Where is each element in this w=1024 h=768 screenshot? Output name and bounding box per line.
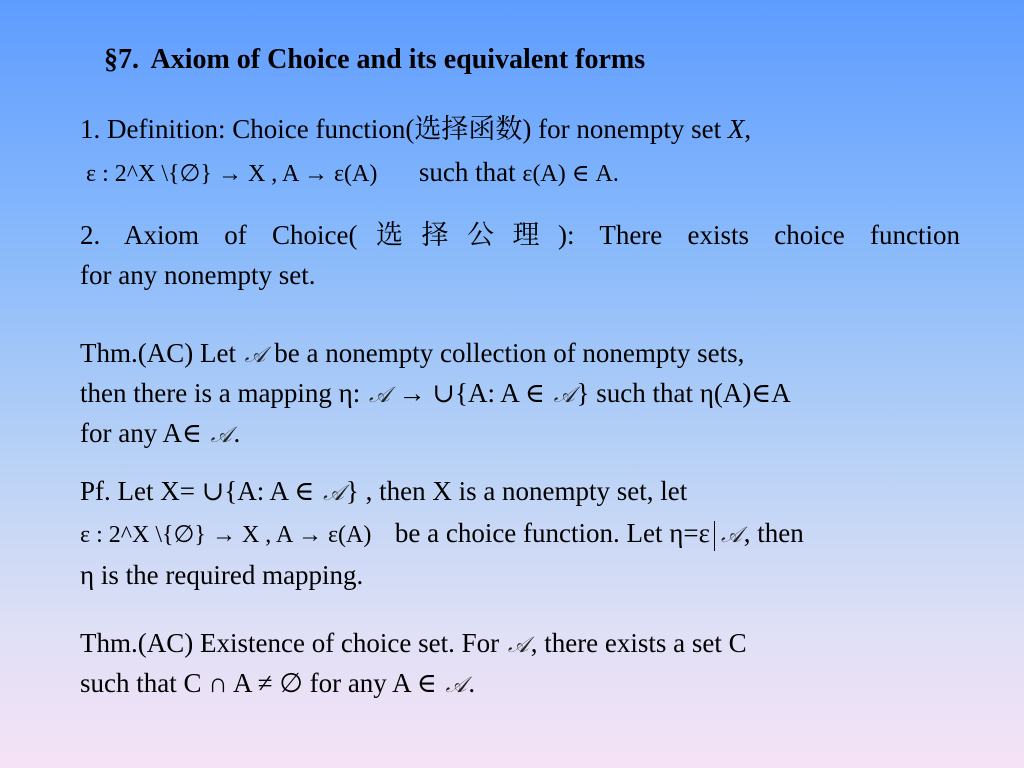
axiom-line-1: 2. Axiom of Choice(选择公理): There exists choice function	[80, 220, 960, 250]
theorem1-text-a: Thm.(AC) Let	[80, 338, 243, 368]
theorem1-line-3	[80, 416, 960, 453]
theorem1-text-e: } such that η(A)∈A	[576, 378, 791, 408]
slide-title	[104, 44, 645, 76]
theorem2-line-2	[80, 666, 960, 703]
script-a-symbol: 𝒜	[244, 343, 266, 368]
proof-choice-formula: ε : 2^X \{∅} → X , A → ε(A)	[80, 522, 372, 548]
script-a-symbol: 𝒜	[720, 523, 742, 548]
script-a-symbol: 𝒜	[323, 481, 344, 506]
proof-text-a: Pf. Let X= ∪{A: A ∈	[80, 476, 322, 506]
definition-end: ,	[744, 114, 752, 144]
choice-result-formula: ε(A) ∈ A.	[522, 161, 619, 187]
script-a-symbol: 𝒜	[553, 383, 575, 408]
definition-line-1	[80, 112, 960, 146]
definition-text: 1. Definition: Choice function(选择函数) for nonempty set	[80, 114, 728, 144]
script-a-symbol: 𝒜	[507, 633, 529, 658]
theorem2-text-c: such that C ∩ A ≠ ∅ for any A ∈	[80, 668, 444, 698]
definition-line-2	[86, 155, 966, 191]
choice-function-formula: ε : 2^X \{∅} → X , A → ε(A)	[86, 161, 378, 187]
script-a-symbol: 𝒜	[369, 383, 390, 408]
script-a-symbol: 𝒜	[445, 673, 467, 698]
proof-text-b: } , then X is a nonempty set, let	[345, 476, 688, 506]
proof-text-c: be a choice function. Let η=ε	[394, 518, 710, 548]
proof-line-2	[80, 516, 960, 553]
such-that-text: such that	[418, 157, 516, 187]
proof-text-d: , then	[743, 518, 804, 548]
title-text: Axiom of Choice and its equivalent forms	[150, 44, 646, 75]
theorem2-text-b: , there exists a set C	[530, 628, 747, 658]
script-a-symbol: 𝒜	[210, 423, 232, 448]
theorem1-text-c: then there is a mapping η:	[80, 378, 368, 408]
section-number: §7.	[104, 44, 139, 75]
theorem1-text-g: .	[233, 418, 241, 448]
proof-line-1	[80, 474, 960, 511]
theorem1-text-d: → ∪{A: A ∈	[391, 378, 552, 408]
axiom-line-2: for any nonempty set.	[80, 260, 316, 290]
theorem1-line-2	[80, 376, 960, 413]
theorem1-text-f: for any A∈	[80, 418, 209, 448]
proof-line-3: η is the required mapping.	[80, 560, 364, 590]
theorem2-text-a: Thm.(AC) Existence of choice set. For	[80, 628, 506, 658]
definition-var: X	[727, 114, 745, 144]
theorem2-text-d: .	[468, 668, 476, 698]
restriction-bar	[714, 521, 715, 551]
theorem2-line-1	[80, 626, 960, 663]
theorem1-text-b: be a nonempty collection of nonempty sets,	[267, 338, 745, 368]
theorem1-line-1	[80, 336, 960, 373]
